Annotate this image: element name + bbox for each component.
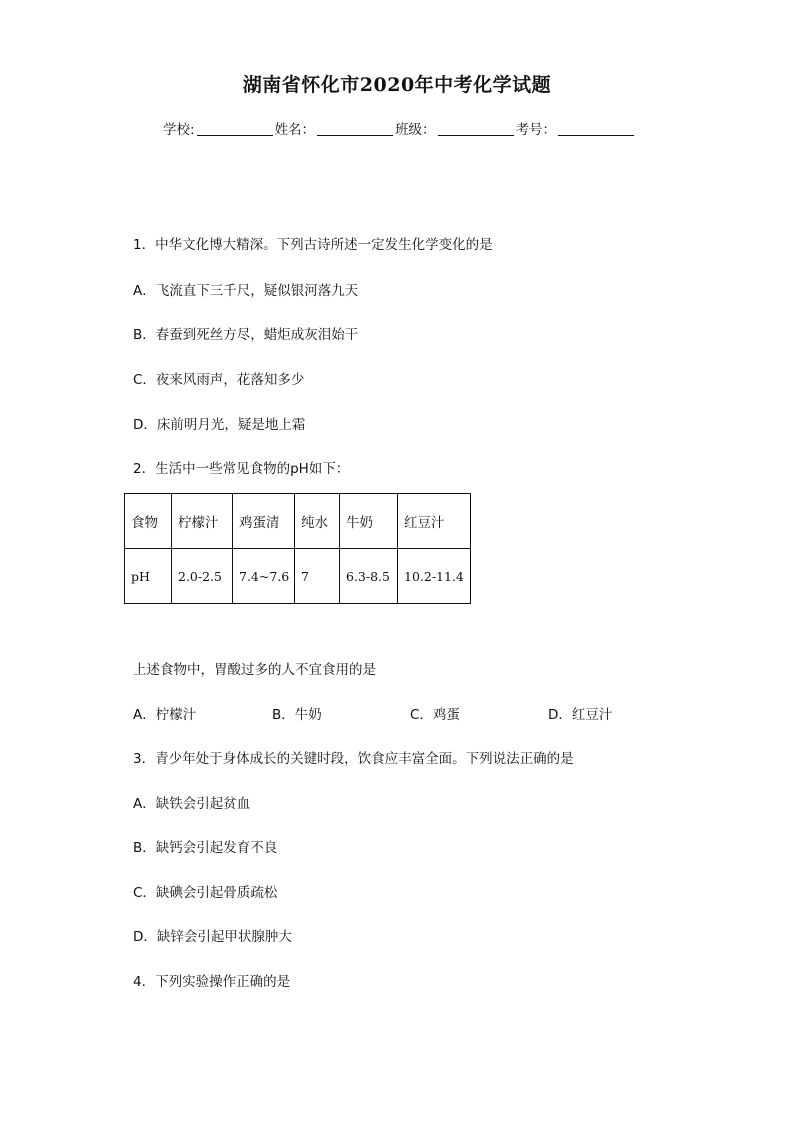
school-blank[interactable] bbox=[197, 121, 273, 136]
q2-option-c: C．鸡蛋 bbox=[410, 707, 460, 723]
q2-option-d: D．红豆汁 bbox=[548, 707, 613, 723]
exam-no-label: 考号： bbox=[515, 122, 557, 138]
student-info-line bbox=[163, 118, 636, 138]
table-header-cell: 柠檬汁 bbox=[172, 494, 233, 549]
q4-stem: 4．下列实验操作正确的是 bbox=[133, 974, 291, 990]
table-header-cell: 食物 bbox=[125, 494, 172, 549]
q2-option-a: A．柠檬汁 bbox=[133, 707, 197, 723]
q3-option-a: A．缺铁会引起贫血 bbox=[133, 796, 251, 812]
table-cell: pH bbox=[125, 549, 172, 604]
table-cell: 2.0-2.5 bbox=[172, 549, 233, 604]
exam-no-blank[interactable] bbox=[558, 121, 634, 136]
q1-option-b: B．春蚕到死丝方尽，蜡炬成灰泪始干 bbox=[133, 327, 359, 343]
table-cell: 6.3-8.5 bbox=[340, 549, 398, 604]
ph-table bbox=[124, 493, 471, 604]
q2-follow-up: 上述食物中，胃酸过多的人不宜食用的是 bbox=[133, 662, 376, 678]
name-label: 姓名： bbox=[274, 122, 316, 138]
name-blank[interactable] bbox=[317, 121, 393, 136]
class-blank[interactable] bbox=[438, 121, 514, 136]
q1-option-d: D．床前明月光，疑是地上霜 bbox=[133, 417, 306, 433]
table-header-cell: 纯水 bbox=[295, 494, 340, 549]
table-cell: 7.4~7.6 bbox=[233, 549, 295, 604]
table-cell: 10.2-11.4 bbox=[398, 549, 471, 604]
q3-option-c: C．缺碘会引起骨质疏松 bbox=[133, 885, 278, 901]
q3-option-b: B．缺钙会引起发育不良 bbox=[133, 840, 278, 856]
table-header-cell: 牛奶 bbox=[340, 494, 398, 549]
q3-option-d: D．缺锌会引起甲状腺肿大 bbox=[133, 929, 292, 945]
q2-option-b: B．牛奶 bbox=[272, 707, 322, 723]
table-cell: 7 bbox=[295, 549, 340, 604]
q3-stem: 3．青少年处于身体成长的关键时段，饮食应丰富全面。下列说法正确的是 bbox=[133, 751, 574, 767]
table-row bbox=[125, 494, 471, 549]
table-header-cell: 鸡蛋清 bbox=[233, 494, 295, 549]
exam-title: 湖南省怀化市2020年中考化学试题 bbox=[242, 74, 552, 96]
q1-option-a: A．飞流直下三千尺，疑似银河落九天 bbox=[133, 283, 359, 299]
q1-stem: 1．中华文化博大精深。下列古诗所述一定发生化学变化的是 bbox=[133, 237, 493, 253]
class-label: 班级： bbox=[395, 122, 436, 138]
q2-stem: 2．生活中一些常见食物的pH如下： bbox=[133, 461, 350, 477]
q1-option-c: C．夜来风雨声，花落知多少 bbox=[133, 372, 305, 388]
school-label: 学校: bbox=[163, 122, 195, 138]
table-header-cell: 红豆汁 bbox=[398, 494, 471, 549]
table-row bbox=[125, 549, 471, 604]
